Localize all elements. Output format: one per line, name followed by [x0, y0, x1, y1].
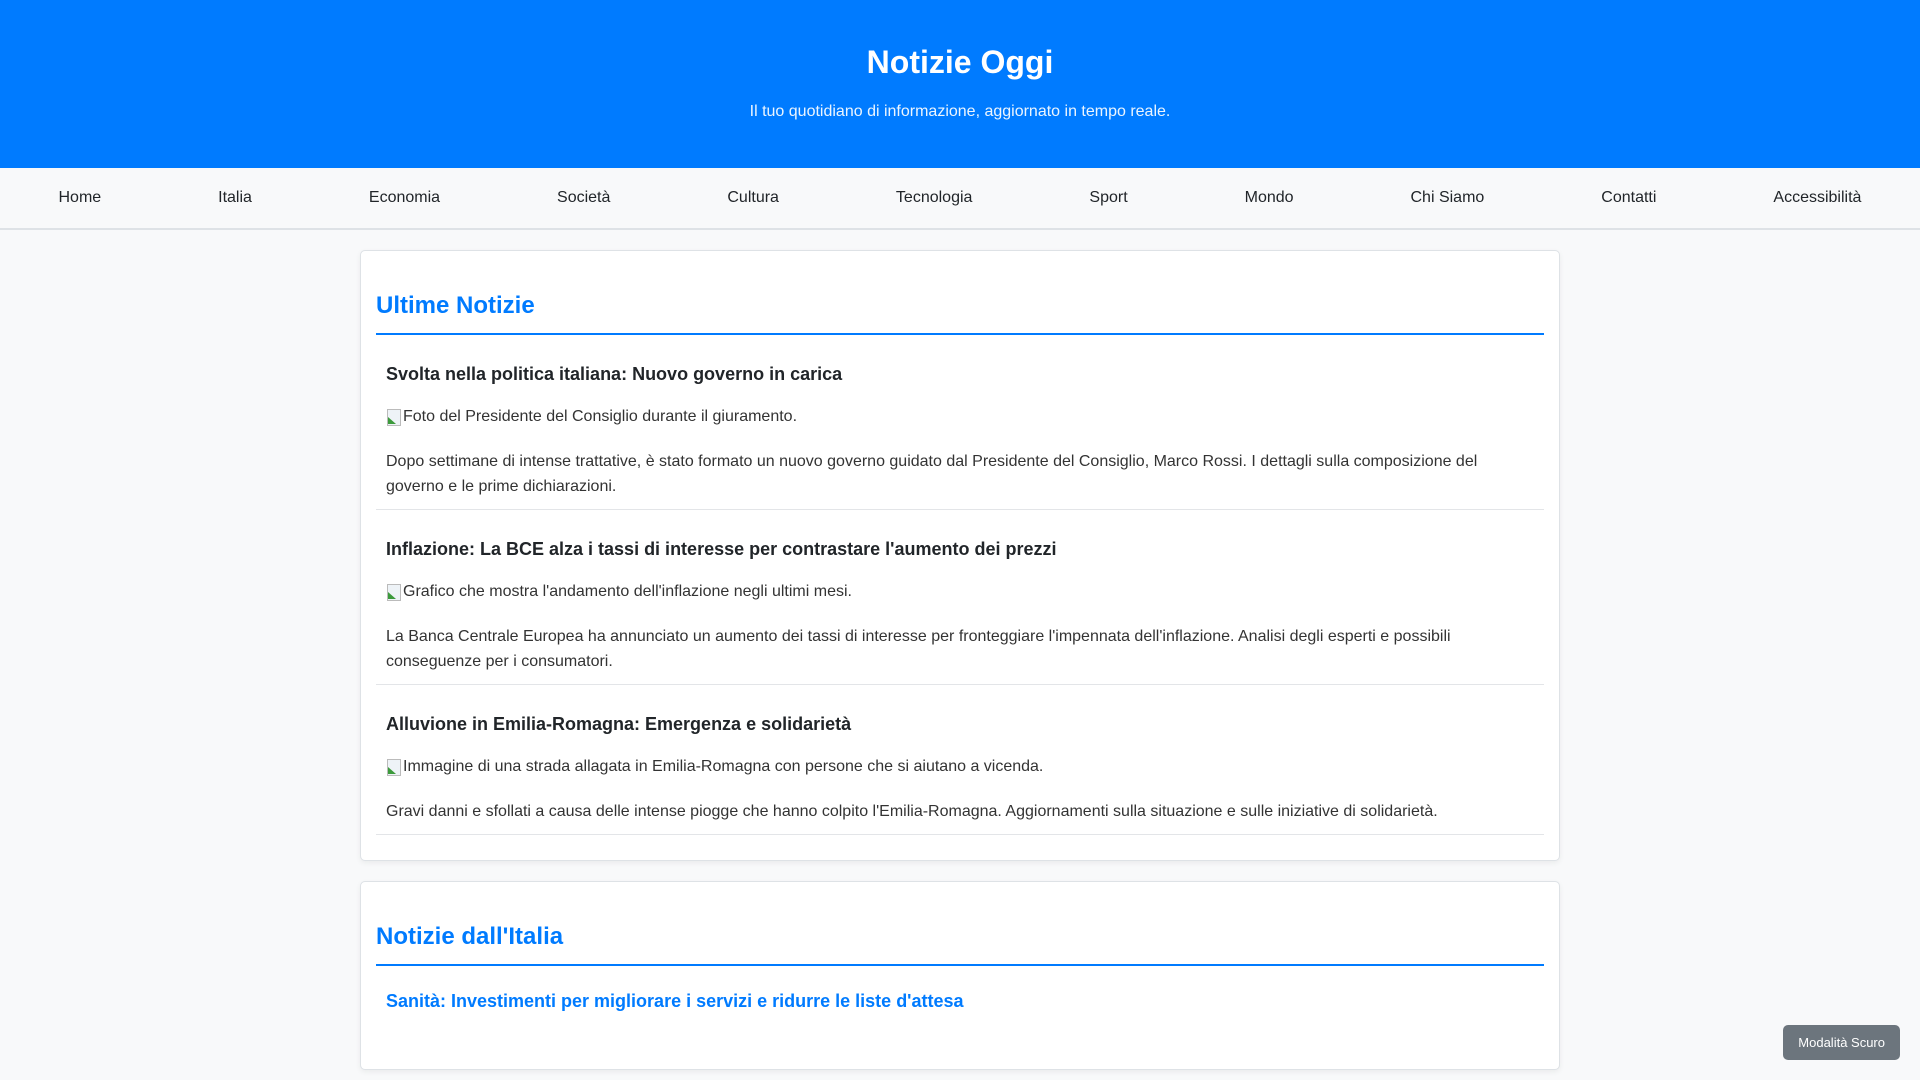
nav-link-contatti[interactable]: Contatti: [1601, 189, 1657, 206]
nav-link-chi-siamo[interactable]: Chi Siamo: [1410, 189, 1485, 206]
nav-link-societa[interactable]: Società: [557, 189, 611, 206]
nav-link-italia[interactable]: Italia: [218, 189, 252, 206]
site-tagline: Il tuo quotidiano di informazione, aggiornato in tempo reale.: [749, 103, 1171, 120]
nav-link-economia[interactable]: Economia: [368, 189, 441, 206]
article-title: Inflazione: La BCE alza i tassi di interesse per contrastare l'aumento dei prezzi: [386, 539, 1057, 559]
broken-image-icon: [386, 409, 402, 425]
news-article: [376, 335, 1544, 510]
main-content: [360, 250, 1560, 1070]
site-title: Notizie Oggi: [866, 44, 1054, 80]
image-alt-text: Grafico che mostra l'andamento dell'inflazione negli ultimi mesi.: [403, 583, 852, 600]
image-alt-text: Immagine di una strada allagata in Emilia-Romagna con persone che si aiutano a vicenda.: [403, 758, 1044, 775]
news-article: [376, 685, 1544, 835]
nav-link-cultura[interactable]: Cultura: [727, 189, 779, 206]
article-summary: Dopo settimane di intense trattative, è stato formato un nuovo governo guidato dal Presidente del Consiglio, Marco Rossi. I dettagli sulla composizione del governo e le prime dichiarazioni.: [386, 453, 1478, 495]
broken-image-icon: [386, 759, 402, 775]
nav-link-tecnologia[interactable]: Tecnologia: [895, 189, 973, 206]
news-article: [376, 510, 1544, 685]
section-notizie-italia: [360, 881, 1560, 1070]
nav-link-accessibilita[interactable]: Accessibilità: [1773, 189, 1862, 206]
article-image: [386, 757, 1534, 777]
article-title: Svolta nella politica italiana: Nuovo governo in carica: [386, 364, 843, 384]
nav-link-mondo[interactable]: Mondo: [1244, 189, 1294, 206]
image-alt-text: Foto del Presidente del Consiglio durante il giuramento.: [403, 408, 798, 425]
article-title-link[interactable]: Sanità: Investimenti per migliorare i servizi e ridurre le liste d'attesa: [386, 991, 964, 1011]
broken-image-icon: [386, 584, 402, 600]
main-nav: [0, 168, 1920, 230]
section-ultime-notizie: [360, 250, 1560, 861]
article-image: [386, 407, 1534, 427]
article-summary: Gravi danni e sfollati a causa delle intense piogge che hanno colpito l'Emilia-Romagna. Aggiornamenti sulla situazione e sulle iniziative di solidarietà.: [386, 803, 1438, 820]
dark-mode-toggle-button[interactable]: Modalità Scuro: [1783, 1025, 1900, 1060]
section-title: Notizie dall'Italia: [376, 922, 1544, 966]
news-article: [376, 966, 1544, 1044]
section-title: Ultime Notizie: [376, 291, 1544, 335]
article-title: Alluvione in Emilia-Romagna: Emergenza e solidarietà: [386, 714, 852, 734]
article-summary: La Banca Centrale Europea ha annunciato un aumento dei tassi di interesse per fronteggiare l'impennata dell'inflazione. Analisi degli esperti e possibili conseguenze per i consumatori.: [386, 628, 1451, 670]
article-image: [386, 582, 1534, 602]
site-header: [0, 0, 1920, 168]
nav-link-home[interactable]: Home: [58, 189, 102, 206]
nav-link-sport[interactable]: Sport: [1089, 189, 1128, 206]
